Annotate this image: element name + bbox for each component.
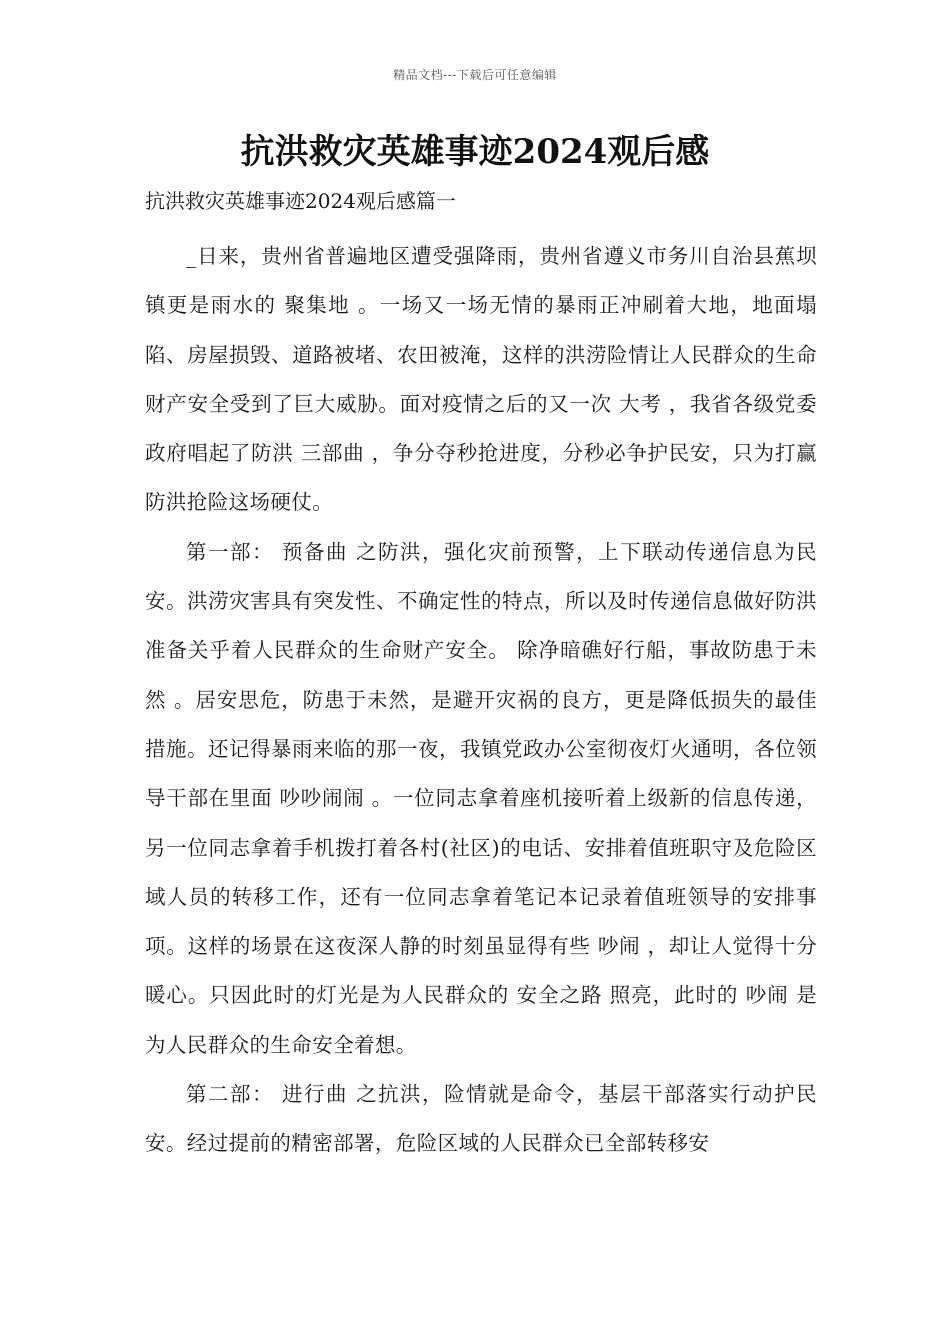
section-subtitle: 抗洪救灾英雄事迹2024观后感篇一 [145, 189, 456, 213]
paragraph-3: 第二部： 进行曲 之抗洪，险情就是命令，基层干部落实行动护民安。经过提前的精密部署，危险区域的人民群众已全部转移安 [145, 1082, 817, 1156]
header-note: 精品文档---下载后可任意编辑 [393, 68, 557, 82]
document-body [145, 232, 817, 1169]
document-title: 抗洪救灾英雄事迹2024观后感 [240, 132, 710, 172]
paragraph-1: _日来，贵州省普遍地区遭受强降雨，贵州省遵义市务川自治县蕉坝镇更是雨水的 聚集地 。一场又一场无情的暴雨正冲刷着大地，地面塌陷、房屋损毁、道路被堵、农田被淹，这样的洪涝险情让人民群众的生命财产安全受到了巨大威胁。面对疫情之后的又一次 大考 ，我省各级党委政府唱起了防洪 三部曲 ，争分夺秒抢进度，分秒必争护民安，只为打赢防洪抢险这场硬仗。 [145, 244, 817, 515]
paragraph-2: 第一部： 预备曲 之防洪，强化灾前预警，上下联动传递信息为民安。洪涝灾害具有突发性、不确定性的特点，所以及时传递信息做好防洪准备关乎着人民群众的生命财产安全。 除净暗礁好行船，事故防患于未然 。居安思危，防患于未然，是避开灾祸的良方，更是降低损失的最佳措施。还记得暴雨来临的那一夜，我镇党政办公室彻夜灯火通明，各位领导干部在里面 吵吵闹闹 。一位同志拿着座机接听着上级新的信息传递，另一位同志拿着手机拨打着各村(社区)的电话、安排着值班职守及危险区域人员的转移工作，还有一位同志拿着笔记本记录着值班领导的安排事项。这样的场景在这夜深人静的时刻虽显得有些 吵闹 ，却让人觉得十分暖心。只因此时的灯光是为人民群众的 安全之路 照亮，此时的 吵闹 是为人民群众的生命安全着想。 [145, 539, 817, 1057]
